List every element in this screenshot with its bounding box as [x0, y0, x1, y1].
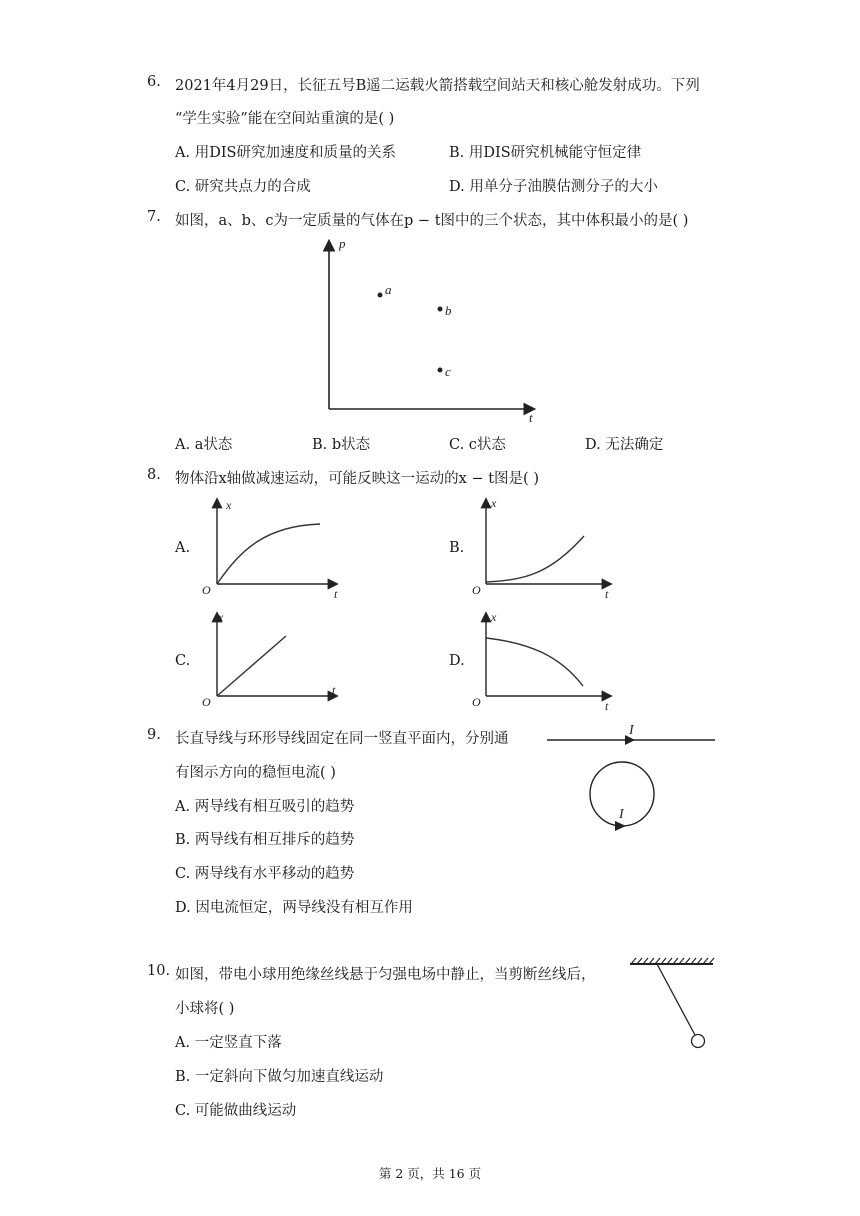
q10-number: 10.: [147, 963, 171, 979]
q8-graph-c: [196, 608, 346, 716]
q7-option-b: B. b状态: [312, 437, 371, 453]
q7-stem: 如图，a、b、c为一定质量的气体在p − t图中的三个状态，其中体积最小的是( ): [175, 213, 689, 229]
q8-stem: 物体沿x轴做减速运动，可能反映这一运动的x − t图是( ): [175, 471, 539, 487]
q8-b-y-label: x: [491, 496, 497, 510]
q9-option-a: A. 两导线有相互吸引的趋势: [175, 799, 355, 815]
q9-wire-diagram: [545, 718, 720, 840]
q8-c-y-label: x: [218, 610, 224, 624]
q10-option-c: C. 可能做曲线运动: [175, 1103, 297, 1119]
q7-label-b: b: [445, 303, 452, 318]
q8-label-b: B.: [449, 540, 465, 556]
q6-option-d: D. 用单分子油膜估测分子的大小: [449, 179, 658, 195]
q8-label-c: C.: [175, 653, 191, 669]
q8-d-x-label: t: [605, 699, 609, 713]
q8-d-y-label: x: [491, 610, 497, 624]
q6-stem-line2: “学生实验”能在空间站重演的是( ): [175, 111, 395, 127]
q9-number: 9.: [147, 727, 161, 743]
q9-option-d: D. 因电流恒定，两导线没有相互作用: [175, 900, 413, 916]
q8-label-a: A.: [175, 540, 191, 556]
q7-label-c: c: [445, 364, 451, 379]
q8-c-x-label: t: [332, 683, 336, 697]
q7-point-a: [378, 293, 383, 298]
q9-option-c: C. 两导线有水平移动的趋势: [175, 866, 355, 882]
q7-number: 7.: [147, 209, 161, 225]
q8-d-origin: O: [472, 695, 481, 709]
q8-d-curve: [486, 638, 583, 686]
q9-ring-current-label: I: [619, 807, 624, 822]
q8-graph-b: [470, 494, 620, 602]
q7-y-label: p: [339, 236, 346, 251]
q8-c-line: [217, 636, 286, 696]
q9-stem-line2: 有图示方向的稳恒电流( ): [175, 765, 336, 781]
q10-pendulum-diagram: [625, 952, 720, 1052]
q7-x-label: t: [529, 410, 533, 425]
q10-stem-line1: 如图，带电小球用绝缘丝线悬于匀强电场中静止，当剪断丝线后，: [175, 967, 596, 983]
q9-stem-line1: 长直导线与环形导线固定在同一竖直平面内，分别通: [175, 731, 509, 747]
q10-option-a: A. 一定竖直下落: [175, 1035, 282, 1051]
q7-pt-graph: [315, 232, 545, 427]
q8-b-x-label: t: [605, 587, 609, 601]
q7-point-c: [438, 368, 443, 373]
q10-stem-line2: 小球将( ): [175, 1001, 235, 1017]
q7-option-c: C. c状态: [449, 437, 506, 453]
q8-graph-a: [196, 494, 346, 602]
q10-option-b: B. 一定斜向下做匀加速直线运动: [175, 1069, 384, 1085]
q7-option-d: D. 无法确定: [585, 437, 664, 453]
q8-number: 8.: [147, 467, 161, 483]
q8-label-d: D.: [449, 653, 465, 669]
q10-thread: [657, 964, 695, 1035]
page-footer: 第 2 页，共 16 页: [378, 1166, 482, 1181]
q9-ring-current-arrow: [615, 821, 626, 831]
q8-a-x-label: t: [334, 587, 338, 601]
q6-option-a: A. 用DIS研究加速度和质量的关系: [175, 145, 396, 161]
q7-option-a: A. a状态: [175, 437, 233, 453]
q7-label-a: a: [385, 282, 392, 297]
q8-a-y-label: x: [226, 498, 232, 512]
q6-option-c: C. 研究共点力的合成: [175, 179, 311, 195]
q8-graph-d: [470, 608, 620, 716]
q10-charged-ball: [692, 1035, 705, 1048]
q9-straight-current-label: I: [629, 723, 634, 738]
q6-number: 6.: [147, 74, 161, 90]
q8-b-curve: [486, 536, 584, 582]
q7-point-b: [438, 307, 443, 312]
q6-option-b: B. 用DIS研究机械能守恒定律: [449, 145, 642, 161]
q6-stem-line1: 2021年4月29日，长征五号B遥二运载火箭搭载空间站天和核心舱发射成功。下列: [175, 78, 700, 94]
q9-option-b: B. 两导线有相互排斥的趋势: [175, 832, 355, 848]
q8-b-origin: O: [472, 583, 481, 597]
q8-c-origin: O: [202, 695, 211, 709]
q8-a-curve: [217, 524, 320, 584]
q8-a-origin: O: [202, 583, 211, 597]
